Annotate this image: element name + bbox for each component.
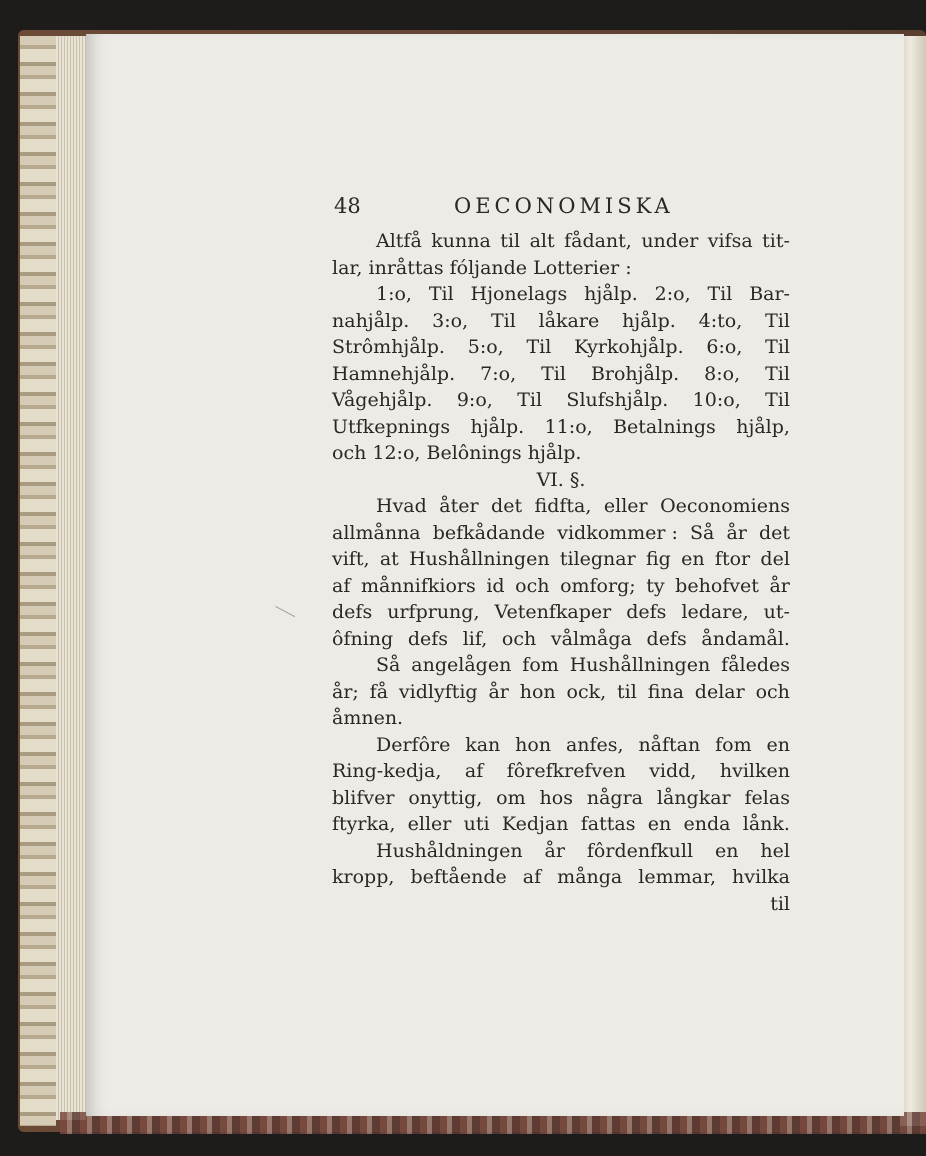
word: hel	[760, 839, 790, 862]
word: det	[491, 495, 523, 517]
word: Slufshjålp.	[566, 389, 669, 411]
word: 2:o,	[654, 283, 691, 305]
word: och	[501, 627, 537, 650]
word: vidlyftig	[398, 680, 478, 703]
word: år	[726, 521, 747, 544]
word: ock,	[566, 680, 607, 703]
word: Hamnehjålp.	[332, 362, 456, 385]
word: kan	[465, 733, 501, 756]
text-line	[332, 387, 790, 414]
word: uti	[463, 813, 490, 835]
word: 8:o,	[704, 362, 741, 385]
word: kropp,	[332, 866, 395, 888]
word: af	[464, 760, 484, 782]
word: fôrdenfkull	[586, 839, 694, 862]
word: åter	[439, 495, 479, 517]
text-line	[332, 334, 790, 361]
word: fom	[715, 733, 752, 756]
word: lånk.	[742, 813, 790, 835]
word: lar,	[332, 256, 363, 279]
word: Kedjan	[501, 813, 569, 835]
word: Hushållningen	[409, 548, 550, 570]
word: Til	[490, 309, 516, 332]
text-line	[332, 838, 790, 865]
word: urfprung,	[387, 601, 480, 623]
word: ut-	[763, 601, 790, 623]
text-line	[332, 228, 790, 255]
word: hjålp.	[527, 442, 582, 464]
word: Hushåldningen	[376, 839, 523, 862]
word: Til	[765, 362, 790, 385]
text-line	[332, 785, 790, 812]
text-line	[332, 864, 790, 891]
text-line	[332, 652, 790, 679]
word: Lotterier :	[533, 256, 632, 279]
text-line	[332, 758, 790, 785]
word: befkådande	[432, 521, 546, 544]
text-line	[332, 732, 790, 759]
text-line	[332, 891, 790, 918]
word: Så	[690, 521, 715, 544]
text-line	[332, 414, 790, 441]
word: del	[760, 548, 790, 570]
word: hjålp,	[736, 415, 790, 438]
word: fidfta,	[534, 495, 592, 517]
word: ftor	[714, 548, 751, 570]
word: en	[714, 839, 739, 862]
word: fóljande	[449, 256, 528, 279]
page-number: 48	[334, 194, 361, 218]
word: fina	[647, 680, 684, 703]
word: hjålp.	[470, 415, 525, 438]
text-line	[332, 308, 790, 335]
word: och	[332, 442, 367, 464]
word: Strômhjålp.	[332, 336, 445, 358]
word: hjålp.	[622, 309, 676, 332]
word: Til	[765, 309, 790, 332]
word: VI. §.	[536, 468, 586, 491]
word: ôfning	[332, 627, 394, 650]
word: och	[755, 680, 790, 703]
word: 12:o,	[372, 442, 421, 464]
word: vidd,	[649, 760, 697, 782]
word: Bar-	[749, 283, 790, 305]
word: Hjonelags	[470, 283, 568, 305]
word: ledare,	[681, 601, 749, 623]
word: hos	[539, 786, 573, 809]
word: tilegnar	[559, 548, 636, 570]
word: år	[769, 574, 790, 597]
word: vifsa	[707, 230, 753, 252]
word: en	[766, 733, 790, 756]
word: fåledes	[721, 654, 790, 676]
word: Betalnings	[613, 415, 716, 438]
word: Kyrkohjålp.	[574, 336, 684, 358]
word: Hvad	[376, 495, 427, 517]
text-line	[332, 520, 790, 547]
body-text	[332, 228, 790, 917]
word: fig	[646, 548, 671, 570]
word: låkare	[538, 309, 600, 332]
word: allmånna	[332, 521, 421, 544]
word: åmnen.	[332, 707, 404, 729]
word: hjålp.	[584, 283, 638, 305]
word: eller	[407, 813, 452, 835]
text-line	[332, 626, 790, 653]
word: fattas	[580, 813, 636, 835]
word: det	[758, 521, 790, 544]
word: hon	[515, 733, 552, 756]
word: år	[488, 680, 509, 703]
word: af	[332, 574, 351, 597]
word: blifver	[332, 786, 395, 809]
word: månnifkiors	[360, 574, 476, 597]
word: Til	[526, 336, 552, 358]
word: 1:o,	[376, 283, 412, 305]
word: år;	[332, 680, 359, 703]
text-line	[332, 546, 790, 573]
word: omforg;	[560, 574, 636, 597]
word: til	[500, 230, 521, 252]
word: beftående	[410, 866, 507, 888]
word: at	[379, 548, 399, 570]
word: nåftan	[638, 733, 701, 756]
word: Utfkepnings	[332, 415, 451, 438]
word: defs	[646, 627, 687, 650]
word: under	[641, 230, 699, 252]
word: defs	[626, 601, 667, 623]
word: 7:o,	[480, 362, 517, 385]
word: 9:o,	[456, 389, 493, 411]
text-line	[332, 467, 790, 494]
word: vift,	[332, 548, 370, 570]
word: behofvet	[675, 574, 759, 597]
page-header	[334, 194, 794, 222]
word: anfes,	[565, 733, 624, 756]
word: id	[486, 574, 505, 597]
word: felas	[744, 786, 790, 809]
word: ty	[646, 574, 665, 597]
text-line	[332, 573, 790, 600]
word: Til	[541, 362, 566, 385]
word: 4:to,	[698, 309, 743, 332]
word: Til	[517, 389, 543, 411]
word: Til	[765, 389, 790, 411]
word: 5:o,	[467, 336, 504, 358]
word: vålmåga	[550, 627, 632, 650]
text-line	[332, 255, 790, 282]
word: alt	[529, 230, 555, 252]
text-line	[332, 705, 790, 732]
word: hvilka	[732, 866, 790, 888]
word: åndamål.	[701, 627, 790, 650]
word: 10:o,	[692, 389, 741, 411]
word: Vetenfkaper	[494, 601, 612, 623]
text-line	[332, 493, 790, 520]
word: en	[681, 548, 705, 570]
word: defs	[407, 627, 449, 650]
word: Til	[765, 336, 790, 358]
word: Så	[376, 654, 401, 676]
word: Oeconomiens	[660, 495, 790, 517]
word: få	[369, 680, 389, 703]
word: angelågen	[411, 654, 512, 676]
word: 11:o,	[544, 415, 593, 438]
text-line	[332, 811, 790, 838]
page-stack	[56, 36, 86, 1120]
text-line	[332, 679, 790, 706]
word: delar	[694, 680, 745, 703]
word: hon	[519, 680, 556, 703]
running-title: OECONOMISKA	[454, 194, 674, 218]
word: Ring-kedja,	[332, 760, 442, 782]
word: enda	[683, 813, 731, 835]
word: många	[557, 866, 623, 888]
word: kunna	[431, 230, 491, 252]
word: tit-	[762, 230, 790, 252]
word: och	[515, 574, 550, 597]
text-line	[332, 440, 790, 467]
word: några	[586, 786, 643, 809]
word: eller	[603, 495, 648, 517]
word: af	[522, 866, 542, 888]
word: Belônings	[426, 442, 522, 464]
word: år	[544, 839, 565, 862]
word: Brohjålp.	[590, 362, 680, 385]
word: Vågehjålp.	[332, 389, 433, 411]
text-line	[332, 599, 790, 626]
word: 6:o,	[706, 336, 743, 358]
text-line	[332, 361, 790, 388]
word: onyttig,	[408, 786, 483, 809]
word: fådant,	[564, 230, 632, 252]
word: inråttas	[368, 256, 444, 279]
word: Til	[428, 283, 454, 305]
word: Til	[707, 283, 733, 305]
word: vidkommer :	[557, 521, 678, 544]
word: långkar	[656, 786, 731, 809]
word: Derfôre	[376, 733, 451, 756]
text-line	[332, 281, 790, 308]
word: til	[617, 680, 637, 703]
word: hvilken	[719, 760, 790, 782]
word: defs	[332, 601, 373, 623]
word: om	[496, 786, 526, 809]
word: ftyrka,	[332, 813, 396, 835]
word: til	[770, 892, 790, 915]
word: lif,	[462, 627, 488, 650]
word: Altfå	[376, 230, 422, 252]
word: lemmar,	[638, 866, 716, 888]
word: fom	[522, 654, 559, 676]
word: nahjålp.	[332, 309, 410, 332]
left-page-edges	[20, 36, 56, 1126]
word: fôrefkrefven	[506, 760, 626, 782]
word: 3:o,	[432, 309, 469, 332]
word: Hushållningen	[569, 654, 711, 676]
word: en	[647, 813, 672, 835]
